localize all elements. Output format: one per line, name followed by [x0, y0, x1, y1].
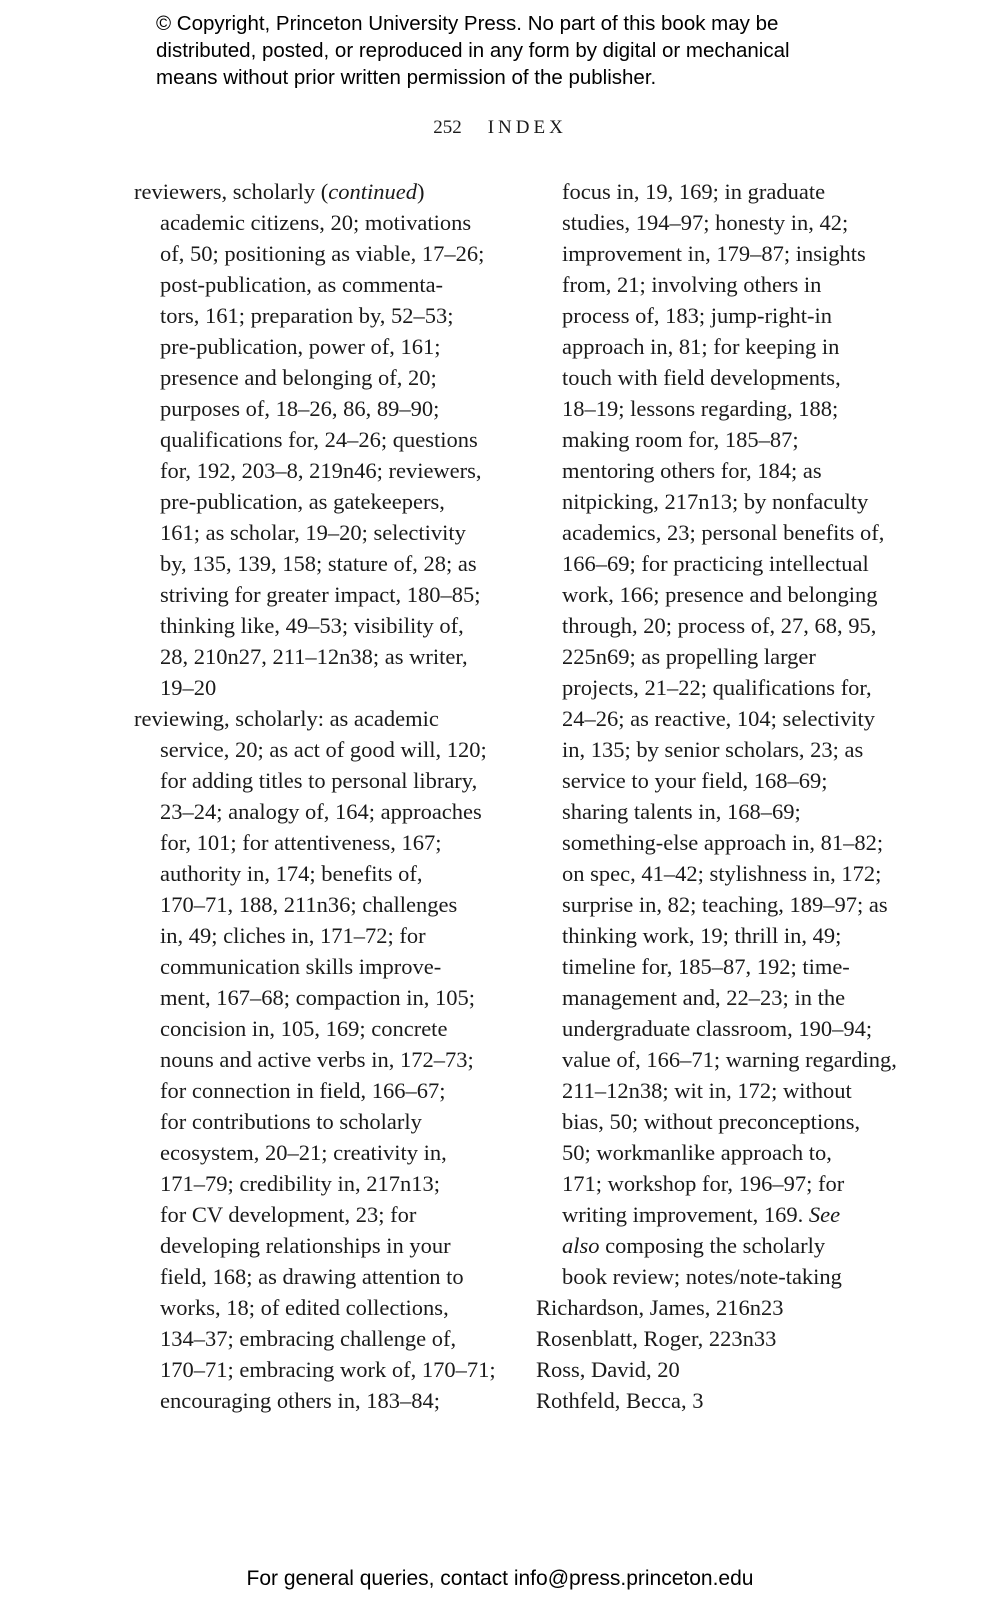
index-entry-heading: Ross, David, 20 — [536, 1357, 680, 1382]
index-column-right — [536, 176, 916, 1416]
index-line: 134–37; embracing challenge of, — [160, 1326, 457, 1351]
index-line: tors, 161; preparation by, 52–53; — [160, 303, 454, 328]
index-line: 211–12n38; wit in, 172; without — [562, 1078, 852, 1103]
index-line: 19–20 — [160, 675, 217, 700]
index-line: approach in, 81; for keeping in — [562, 334, 840, 359]
index-line: field, 168; as drawing attention to — [160, 1264, 464, 1289]
index-entry-heading: Rothfeld, Becca, 3 — [536, 1388, 704, 1413]
index-line: on spec, 41–42; stylishness in, 172; — [562, 861, 882, 886]
index-line: 225n69; as propelling larger — [562, 644, 816, 669]
index-line: value of, 166–71; warning regarding, — [562, 1047, 897, 1072]
see-also-label: also — [562, 1233, 600, 1258]
index-line: improvement in, 179–87; insights — [562, 241, 866, 266]
index-line: 18–19; lessons regarding, 188; — [562, 396, 839, 421]
index-line: striving for greater impact, 180–85; — [160, 582, 481, 607]
index-line: 24–26; as reactive, 104; selectivity — [562, 706, 876, 731]
copyright-notice — [156, 10, 876, 91]
see-also-label: See — [808, 1202, 841, 1227]
index-line: nitpicking, 217n13; by nonfaculty — [562, 489, 869, 514]
index-line: authority in, 174; benefits of, — [160, 861, 423, 886]
index-line: bias, 50; without preconceptions, — [562, 1109, 861, 1134]
index-line: 161; as scholar, 19–20; selectivity — [160, 520, 466, 545]
index-line: for connection in field, 166–67; — [160, 1078, 446, 1103]
index-line: 166–69; for practicing intellectual — [562, 551, 869, 576]
index-line: ecosystem, 20–21; creativity in, — [160, 1140, 447, 1165]
index-line: academics, 23; personal benefits of, — [562, 520, 885, 545]
index-line: 171–79; credibility in, 217n13; — [160, 1171, 440, 1196]
index-line: 171; workshop for, 196–97; for — [562, 1171, 845, 1196]
index-line: service to your field, 168–69; — [562, 768, 828, 793]
index-line: communication skills improve- — [160, 954, 442, 979]
index-line: academic citizens, 20; motivations — [160, 210, 472, 235]
index-line: surprise in, 82; teaching, 189–97; as — [562, 892, 888, 917]
copyright-line: © Copyright, Princeton University Press. No part of this book may be — [156, 12, 779, 35]
index-line: ment, 167–68; compaction in, 105; — [160, 985, 475, 1010]
index-line: post-publication, as commenta- — [160, 272, 444, 297]
index-line: timeline for, 185–87, 192; time- — [562, 954, 850, 979]
index-line: work, 166; presence and belonging — [562, 582, 878, 607]
index-line: through, 20; process of, 27, 68, 95, — [562, 613, 877, 638]
index-line: 28, 210n27, 211–12n38; as writer, — [160, 644, 468, 669]
index-line: making room for, 185–87; — [562, 427, 799, 452]
index-line: process of, 183; jump-right-in — [562, 303, 832, 328]
cross-reference: composing the scholarly — [599, 1233, 826, 1258]
index-line: for contributions to scholarly — [160, 1109, 422, 1134]
index-line: focus in, 19, 169; in graduate — [562, 179, 826, 204]
index-line: nouns and active verbs in, 172–73; — [160, 1047, 474, 1072]
page-number: 252 — [433, 117, 462, 138]
index-line: qualifications for, 24–26; questions — [160, 427, 478, 452]
index-line: from, 21; involving others in — [562, 272, 822, 297]
index-line: in, 135; by senior scholars, 23; as — [562, 737, 864, 762]
index-line: sharing talents in, 168–69; — [562, 799, 801, 824]
entry-reviewing-lines — [134, 734, 504, 1416]
index-line: by, 135, 139, 158; stature of, 28; as — [160, 551, 477, 576]
index-line: something-else approach in, 81–82; — [562, 830, 884, 855]
entry-reviewers-lines — [134, 207, 504, 703]
index-line: developing relationships in your — [160, 1233, 451, 1258]
index-line: studies, 194–97; honesty in, 42; — [562, 210, 849, 235]
index-line: projects, 21–22; qualifications for, — [562, 675, 872, 700]
index-line: 170–71; embracing work of, 170–71; — [160, 1357, 496, 1382]
index-line: 23–24; analogy of, 164; approaches — [160, 799, 482, 824]
continued-label: continued — [328, 179, 418, 204]
index-column-left — [134, 176, 504, 1416]
index-line: mentoring others for, 184; as — [562, 458, 822, 483]
index-line: pre-publication, as gatekeepers, — [160, 489, 445, 514]
index-line: of, 50; positioning as viable, 17–26; — [160, 241, 485, 266]
index-entry-heading — [134, 176, 504, 207]
index-entry-heading: reviewing, scholarly: as academic — [134, 706, 439, 731]
index-text: writing improvement, 169. — [562, 1202, 809, 1227]
index-line: for, 192, 203–8, 219n46; reviewers, — [160, 458, 482, 483]
index-line: for adding titles to personal library, — [160, 768, 478, 793]
index-line: service, 20; as act of good will, 120; — [160, 737, 487, 762]
index-line: works, 18; of edited collections, — [160, 1295, 449, 1320]
running-head — [0, 116, 1000, 140]
see-also-line — [536, 1230, 916, 1261]
index-line: encouraging others in, 183–84; — [160, 1388, 440, 1413]
index-line: 170–71, 188, 211n36; challenges — [160, 892, 458, 917]
copyright-line: means without prior written permission of the publisher. — [156, 66, 657, 89]
entry-term-close: ) — [417, 179, 425, 204]
index-line: undergraduate classroom, 190–94; — [562, 1016, 873, 1041]
index-entry-heading: Rosenblatt, Roger, 223n33 — [536, 1326, 777, 1351]
entry-term: reviewers, scholarly ( — [134, 179, 329, 204]
index-line: 50; workmanlike approach to, — [562, 1140, 832, 1165]
index-line: touch with field developments, — [562, 365, 841, 390]
index-line: for CV development, 23; for — [160, 1202, 417, 1227]
see-also-line — [536, 1199, 916, 1230]
index-line: pre-publication, power of, 161; — [160, 334, 441, 359]
index-line: purposes of, 18–26, 86, 89–90; — [160, 396, 440, 421]
index-line: thinking like, 49–53; visibility of, — [160, 613, 464, 638]
cross-reference: book review; notes/note-taking — [562, 1264, 842, 1289]
index-line: for, 101; for attentiveness, 167; — [160, 830, 442, 855]
index-line: presence and belonging of, 20; — [160, 365, 437, 390]
index-line: concision in, 105, 169; concrete — [160, 1016, 448, 1041]
footer-contact: For general queries, contact info@press.princeton.edu — [246, 1567, 754, 1590]
section-title: INDEX — [487, 117, 567, 138]
index-line: management and, 22–23; in the — [562, 985, 846, 1010]
index-line: thinking work, 19; thrill in, 49; — [562, 923, 842, 948]
index-entry-heading: Richardson, James, 216n23 — [536, 1295, 784, 1320]
copyright-line: distributed, posted, or reproduced in any form by digital or mechanical — [156, 39, 790, 62]
index-line: in, 49; cliches in, 171–72; for — [160, 923, 426, 948]
